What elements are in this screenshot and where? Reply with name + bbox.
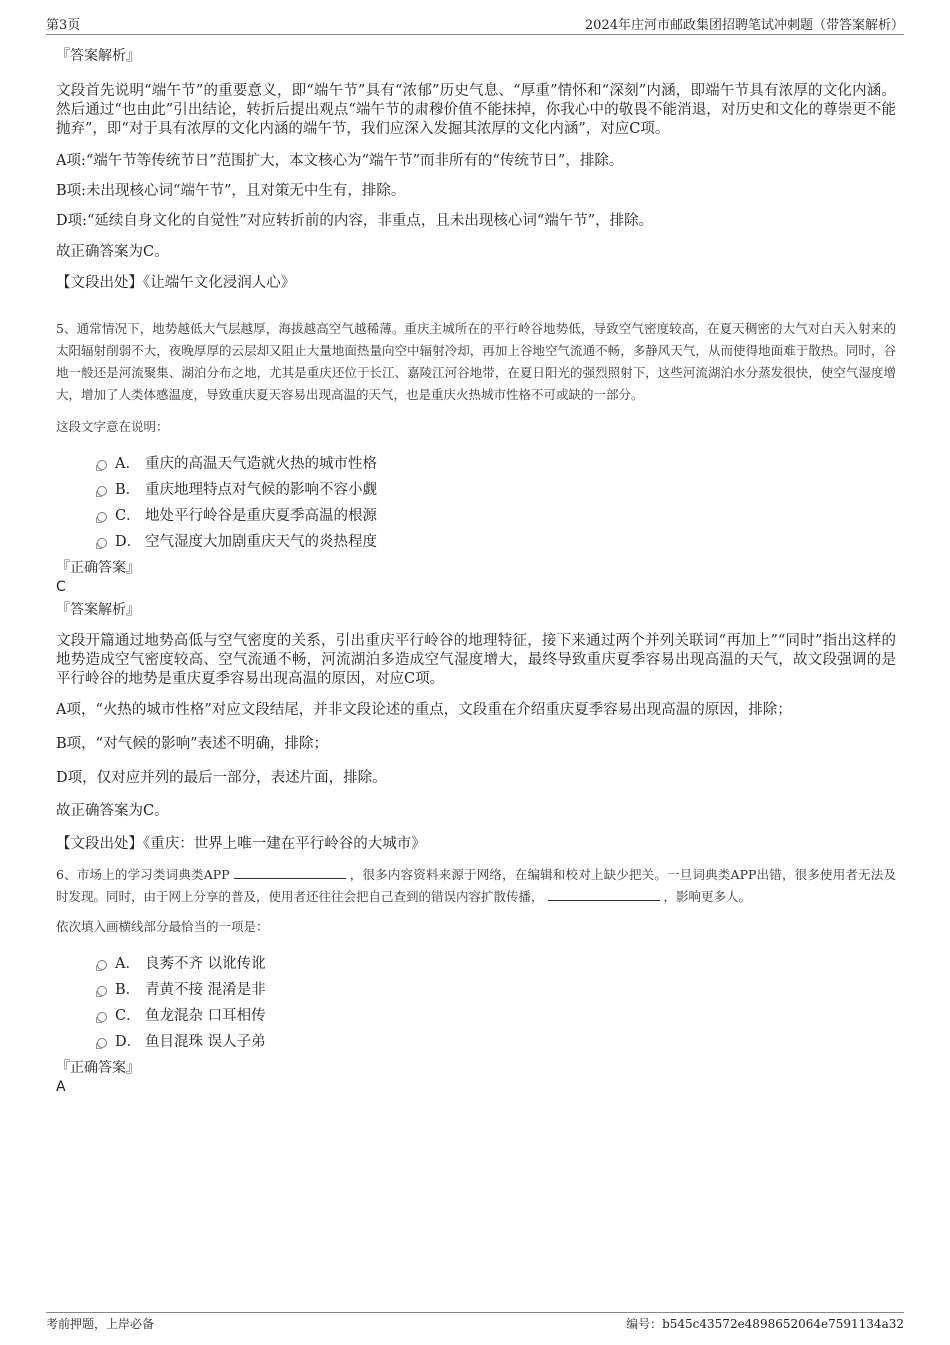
- radio-icon[interactable]: [97, 960, 107, 970]
- fill-blank-1: [234, 866, 346, 879]
- q6-option-d[interactable]: D． 鱼目混珠 误人子弟: [56, 1030, 896, 1056]
- q5-option-a-note: A项，“火热的城市性格”对应文段结尾，并非文段论述的重点，文段重在介绍重庆夏季容易出现高温的原因，排除；: [56, 702, 792, 718]
- q6-option-a[interactable]: A． 良莠不齐 以讹传讹: [56, 952, 896, 978]
- q5-prompt: 这段文字意在说明：: [56, 419, 169, 434]
- q5-option-d[interactable]: D． 空气湿度大加剧重庆天气的炎热程度: [56, 530, 896, 556]
- page-content: [56, 44, 896, 1096]
- q4-option-d-note: D项:“延续自身文化的自觉性”对应转折前的内容，非重点，且未出现核心词“端午节”，排除。: [56, 213, 654, 229]
- fill-blank-2: [548, 888, 660, 901]
- q5-source: 【文段出处】《重庆：世界上唯一建在平行岭谷的大城市》: [56, 836, 426, 852]
- q4-conclusion: 故正确答案为C。: [56, 244, 169, 260]
- document-title: 2024年庄河市邮政集团招聘笔试冲刺题（带答案解析）: [584, 18, 904, 33]
- footer-slogan: 考前押题，上岸必备: [46, 1317, 155, 1331]
- q6-answer-label: 『正确答案』: [56, 1060, 140, 1076]
- radio-icon[interactable]: [97, 538, 107, 548]
- radio-icon[interactable]: [97, 512, 107, 522]
- radio-icon[interactable]: [97, 460, 107, 470]
- radio-icon[interactable]: [97, 1012, 107, 1022]
- q5-answer-label: 『正确答案』: [56, 560, 140, 576]
- q4-option-b-note: B项:未出现核心词“端午节”，且对策无中生有，排除。: [56, 183, 406, 199]
- q5-option-b-note: B项，“对气候的影响”表述不明确，排除；: [56, 736, 328, 752]
- q5-answer: C: [56, 579, 66, 595]
- q5-option-d-note: D项，仅对应并列的最后一部分，表述片面，排除。: [56, 770, 387, 786]
- page-header: [46, 14, 904, 35]
- page-footer: [46, 1312, 904, 1336]
- q6-stem: 6、市场上的学习类词典类APP ，很多内容资料来源于网络，在编辑和校对上缺少把关。一旦词典类APP出错，很多使用者无法及时发现。同时，由于网上分享的普及，使用者还往往会把自己查到的错误内容扩散传播， ，影响更多人。: [56, 867, 896, 904]
- page-number: 第3页: [46, 18, 81, 33]
- radio-icon[interactable]: [97, 486, 107, 496]
- q6-options: [56, 952, 896, 1056]
- q4-source: 【文段出处】《让端午文化浸润人心》: [56, 275, 296, 291]
- radio-icon[interactable]: [97, 1038, 107, 1048]
- q5-options: [56, 452, 896, 556]
- q6-answer: A: [56, 1079, 66, 1095]
- q5-stem: 5、通常情况下，地势越低大气层越厚，海拔越高空气越稀薄。重庆主城所在的平行岭谷地势低，导致空气密度较高，在夏天稠密的大气对白天入射来的太阳辐射削弱不大，夜晚厚厚的云层却又阻止大量地面热量向空中辐射冷却，再加上谷地空气流通不畅，多静风天气，从而使得地面难于散热。同时，谷地一般还是河流聚集、湖泊分布之地，尤其是重庆还位于长江、嘉陵江河谷地带，在夏日阳光的强烈照射下，这些河流湖泊水分蒸发很快，使空气湿度增大，增加了人类体感温度，导致重庆夏天容易出现高温的天气，也是重庆火热城市性格不可或缺的一部分。: [56, 321, 896, 402]
- q6-option-c[interactable]: C． 鱼龙混杂 口耳相传: [56, 1004, 896, 1030]
- q5-analysis-label: 『答案解析』: [56, 602, 140, 618]
- q6-prompt: 依次填入画横线部分最恰当的一项是：: [56, 919, 269, 934]
- q6-option-b[interactable]: B． 青黄不接 混淆是非: [56, 978, 896, 1004]
- q5-option-a[interactable]: A． 重庆的高温天气造就火热的城市性格: [56, 452, 896, 478]
- q4-analysis: 文段首先说明“端午节”的重要意义，即“端午节”具有“浓郁”历史气息、“厚重”情怀和“深刻”内涵，即端午节具有浓厚的文化内涵。然后通过“也由此”引出结论，转折后提出观点“端午节的肃穆价值不能抹掉，你我心中的敬畏不能消退，对历史和文化的尊崇更不能抛弃”，即“对于具有浓厚的文化内涵的端午节，我们应深入发掘其浓厚的文化内涵”，对应C项。: [56, 83, 896, 137]
- radio-icon[interactable]: [97, 986, 107, 996]
- q5-analysis: 文段开篇通过地势高低与空气密度的关系，引出重庆平行岭谷的地理特征，接下来通过两个并列关联词“再加上”“同时”指出这样的地势造成空气密度较高、空气流通不畅，河流湖泊多造成空气湿度增大，最终导致重庆夏季容易出现高温的天气，故文段强调的是平行岭谷的地势是重庆夏季容易出现高温的原因，对应C项。: [56, 633, 896, 687]
- document-serial: 编号：b545c43572e4898652064e7591134a32: [626, 1317, 904, 1331]
- q5-option-b[interactable]: B． 重庆地理特点对气候的影响不容小觑: [56, 478, 896, 504]
- q4-analysis-label: 『答案解析』: [56, 48, 140, 64]
- q5-option-c[interactable]: C． 地处平行岭谷是重庆夏季高温的根源: [56, 504, 896, 530]
- q4-option-a-note: A项:“端午节等传统节日”范围扩大，本文核心为“端午节”而非所有的“传统节日”，排除。: [56, 153, 624, 169]
- q5-conclusion: 故正确答案为C。: [56, 803, 169, 819]
